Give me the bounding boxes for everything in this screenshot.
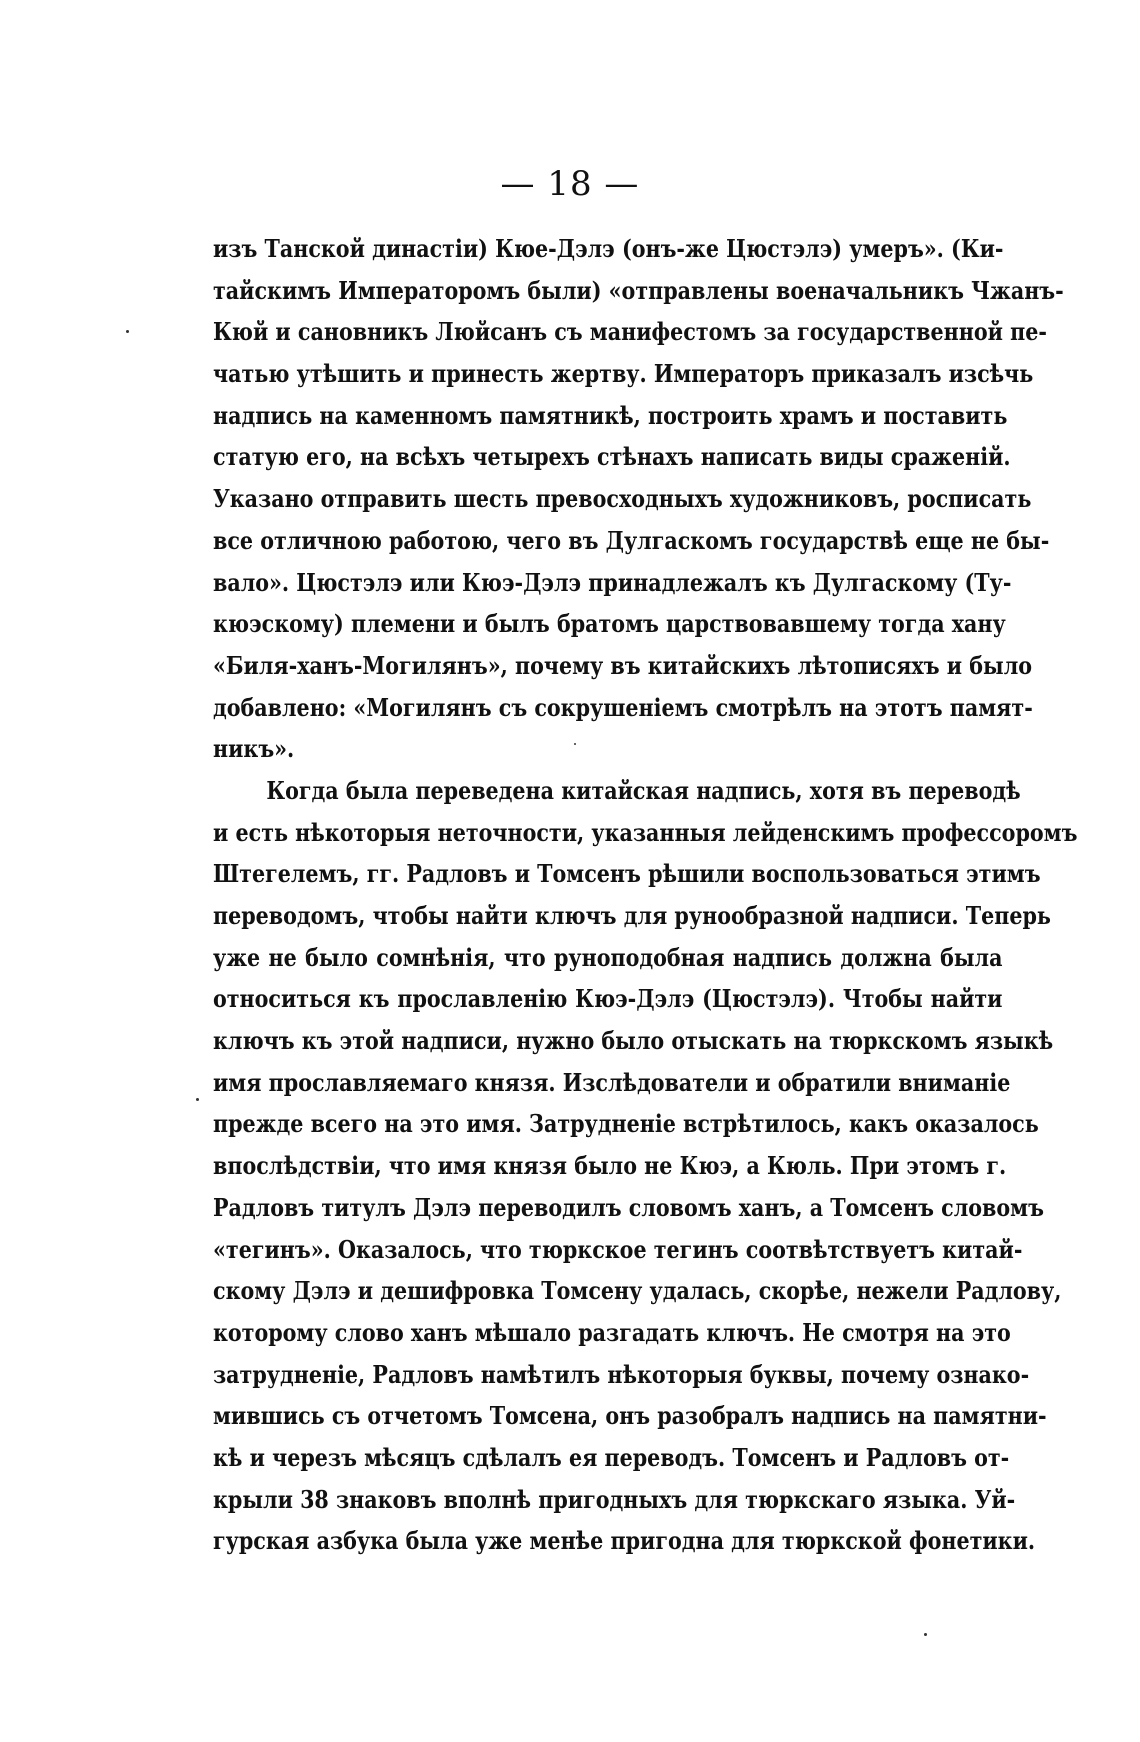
text-line: переводомъ, чтобы найти ключъ для рунообразной надписи. Теперь <box>213 901 1051 930</box>
text-line: гурская азбука была уже менѣе пригодна для тюркской фонетики. <box>213 1526 1036 1556</box>
text-line: уже не было сомнѣнія, что руноподобная надпись должна была <box>213 942 1003 972</box>
text-line: затрудненіе, Радловъ намѣтилъ нѣкоторыя буквы, почему ознако- <box>213 1359 1030 1389</box>
scan-speck <box>196 1098 199 1101</box>
text-line: имя прославляемаго князя. Изслѣдователи и обратили вниманіе <box>213 1067 1011 1097</box>
text-line: и есть нѣкоторыя неточности, указанныя лейденскимъ профессоромъ <box>213 817 1078 847</box>
text-line: мившись съ отчетомъ Томсена, онъ разобралъ надпись на памятни- <box>213 1401 1047 1431</box>
text-line: кѣ и черезъ мѣсяцъ сдѣлалъ ея переводъ. Томсенъ и Радловъ от- <box>213 1442 1010 1472</box>
text-line: Штегелемъ, гг. Радловъ и Томсенъ рѣшили воспользоваться этимъ <box>213 859 1041 889</box>
text-line: прежде всего на это имя. Затрудненіе встрѣтилось, какъ оказалось <box>213 1109 1039 1139</box>
paragraph-end-line: никъ». <box>213 734 295 764</box>
text-line: ключъ къ этой надписи, нужно было отыскать на тюркскомъ языкѣ <box>213 1026 1054 1056</box>
scan-speck <box>924 1633 927 1636</box>
page-number: — 18 — <box>500 164 640 204</box>
scan-speck <box>574 743 576 745</box>
text-line: надпись на каменномъ памятникѣ, построить храмъ и поставить <box>213 400 1008 430</box>
text-line: скому Дэлэ и дешифровка Томсену удалась, скорѣе, нежели Радлову, <box>213 1276 1062 1306</box>
text-line: Кюй и сановникъ Люйсанъ съ манифестомъ за государственной пе- <box>213 317 1047 347</box>
scan-speck <box>126 330 129 333</box>
text-line: впослѣдствіи, что имя князя было не Кюэ, а Кюль. При этомъ г. <box>213 1151 1007 1181</box>
text-line: «тегинъ». Оказалось, что тюркское тегинъ соотвѣтствуетъ китай- <box>213 1234 1023 1264</box>
text-line: крыли 38 знаковъ вполнѣ пригодныхъ для тюркскаго языка. Уй- <box>213 1484 1016 1514</box>
text-line: кюэскому) племени и былъ братомъ царствовавшему тогда хану <box>213 609 1006 639</box>
text-line: вало». Цюстэлэ или Кюэ-Дэлэ принадлежалъ къ Дулгаскому (Ту- <box>213 567 1012 597</box>
paragraph-first-line: Когда была переведена китайская надпись, хотя въ переводѣ <box>266 775 1021 805</box>
text-line: которому слово ханъ мѣшало разгадать ключъ. Не смотря на это <box>213 1317 1011 1347</box>
text-line: все отличною работою, чего въ Дулгаскомъ государствѣ еще не бы- <box>213 525 1050 555</box>
text-line: статую его, на всѣхъ четырехъ стѣнахъ написать виды сраженій. <box>213 442 1011 472</box>
text-line: чатью утѣшить и принесть жертву. Императоръ приказалъ изсѣчь <box>213 359 1034 389</box>
body-text <box>213 228 1078 1562</box>
text-line: Радловъ титулъ Дэлэ переводилъ словомъ ханъ, а Томсенъ словомъ <box>213 1192 1044 1222</box>
text-line: Указано отправить шесть превосходныхъ художниковъ, росписать <box>213 484 1032 514</box>
text-line: «Биля-ханъ-Могилянъ», почему въ китайскихъ лѣтописяхъ и было <box>213 650 1033 680</box>
text-line: тайскимъ Императоромъ были) «отправлены военачальникъ Чжанъ- <box>213 275 1064 305</box>
text-line: относиться къ прославленію Кюэ-Дэлэ (Цюстэлэ). Чтобы найти <box>213 984 1003 1014</box>
text-line: изъ Танской династіи) Кюе-Дэлэ (онъ-же Цюстэлэ) умеръ». (Ки- <box>213 234 1004 263</box>
text-line: добавлено: «Могилянъ съ сокрушеніемъ смотрѣлъ на этотъ памят- <box>213 692 1033 722</box>
